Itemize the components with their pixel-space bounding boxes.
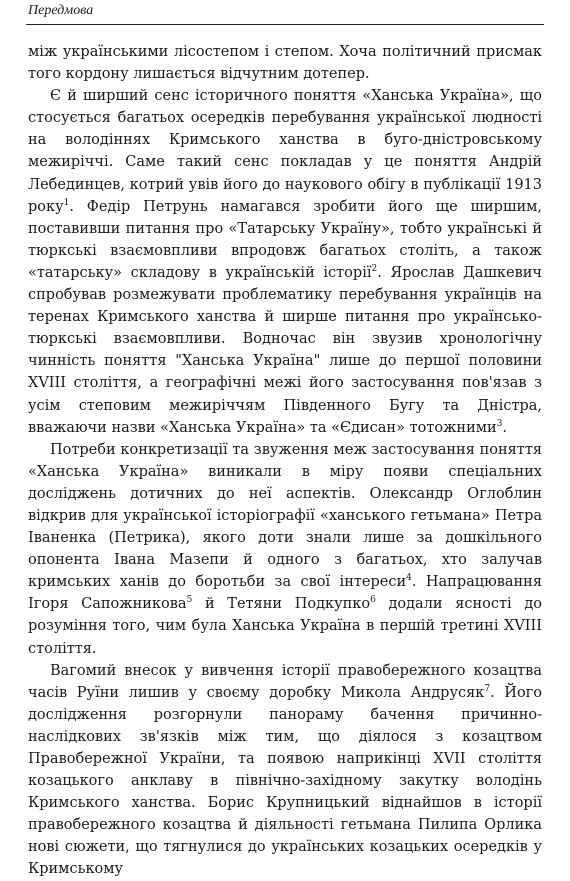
text-run: між українськими лісостепом і степом. Хоча політичний присмак того кордону лишається відчутним дотепер.	[28, 44, 542, 83]
text-run: . Напрацювання Ігоря Сапожникова	[28, 574, 542, 613]
text-run: Потреби конкретизації та звуження меж застосування поняття «Ханська Україна» виникали в міру появи спеціальних досліджень дотичних до неї аспектів. Олександр Оглоблин відкрив для української історіографії «ханського гетьмана» Петра Іваненка (Петрика), якого доти знали лише за дошкільного опонента Івана Мазепи й одного з багатьох, хто залучав кримських ханів до боротьби за свої інтереси	[28, 441, 542, 591]
footnote-ref: 6	[370, 595, 376, 606]
footnote-ref: 3	[496, 418, 503, 429]
text-run: .	[502, 419, 508, 436]
footnote-ref: 4	[406, 573, 412, 584]
text-run: . Ярослав Дашкевич спробував розмежувати проблематику перебування українців на теренах Кримського ханства й ширше питання про українсько-тюркські взаємовпливи. Водночас він звузив хронологічну чинність поняття "Ханська Україна" лише до першої половини XVIII століття, а географічні межі його застосування пов'язав з усім степовим межиріччям Південного Бугу та Дністра, вважаючи назви «Ханська Україна» та «Єдисан» тотожними	[28, 264, 542, 436]
text-run: додали ясності до розуміння того, чим була Ханська Україна в першій третині XVIII століття.	[28, 596, 542, 657]
text-run: . Федір Петрунь намагався зробити його ще ширшим, поставивши питання про «Татарську Україну», тобто українські й тюркські взаємовпливи впродовж багатьох століть, а також «татарську» складову в українській історії	[28, 198, 542, 281]
page-header	[26, 0, 544, 25]
running-header-title: Передмова	[28, 3, 94, 18]
paragraph	[28, 660, 542, 881]
footnote-ref: 2	[371, 264, 378, 275]
paragraph	[28, 41, 542, 85]
footnote-ref: 5	[186, 595, 193, 606]
text-run: й Тетяни Подкупко	[192, 596, 371, 613]
paragraph	[28, 85, 542, 439]
paragraph	[28, 439, 542, 660]
body-text	[28, 41, 542, 881]
text-run: Вагомий внесок у вивчення історії правобережного козацтва часів Руїни лишив у своєму доробку Микола Андрусяк	[28, 662, 542, 701]
footnote-ref: 7	[484, 683, 491, 694]
footnote-ref: 1	[63, 197, 70, 208]
text-run: . Його дослідження розгорнули панораму бачення причинно-наслідкових зв'язків між тим, що діялося з козацтвом Правобережної України, та появою наприкінці XVII століття козацького анклаву в північно-західному закутку володінь Кримського ханства. Борис Крупницький віднайшов в історії правобережного козацтва й діяльності гетьмана Пилипа Орлика нові сюжети, що тягнулися до українських козацьких осередків у Кримському	[28, 684, 542, 878]
text-run: Є й ширший сенс історичного поняття «Ханська Україна», що стосується багатьох осередків перебування української людності на володіннях Кримського ханства в буго-дністровському межиріччі. Саме такий сенс покладав у це поняття Андрій Лебединцев, котрий увів його до наукового обігу в публікації 1913 року	[28, 88, 542, 215]
